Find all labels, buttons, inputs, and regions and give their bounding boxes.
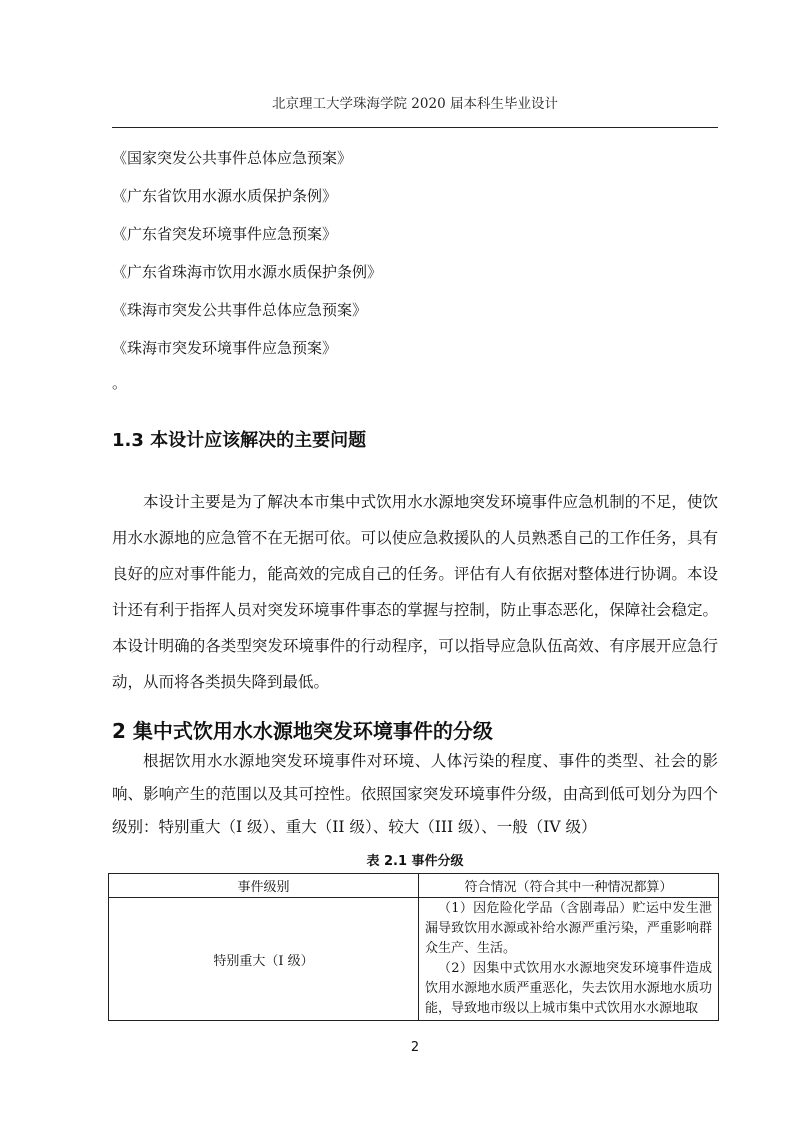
condition-item: （2）因集中式饮用水水源地突发环境事件造成饮用水源地水质严重恶化，失去饮用水源地水质功能，导致地市级以上城市集中式饮用水水源地取 xyxy=(425,961,712,1016)
event-level-table xyxy=(108,873,719,1021)
table-header-row xyxy=(109,874,719,898)
header-divider xyxy=(112,127,718,128)
section-1-3-paragraph: 本设计主要是为了解决本市集中式饮用水水源地突发环境事件应急机制的不足，使饮用水水源地的应急管不在无据可依。可以使应急救援队的人员熟悉自己的工作任务，具有良好的应对事件能力，能高效的完成自己的任务。评估有人有依据对整体进行协调。本设计还有利于指挥人员对突发环境事件事态的掌握与控制，防止事态恶化，保障社会稳定。本设计明确的各类型突发环境事件的行动程序，可以指导应急队伍高效、有序展开应急行动，从而将各类损失降到最低。 xyxy=(112,493,718,691)
reference-item: 《珠海市突发环境事件应急预案》 xyxy=(112,339,338,357)
table-caption: 表 2.1 事件分级 xyxy=(366,854,464,869)
column-header-level: 事件级别 xyxy=(109,874,419,898)
section-2-paragraph: 根据饮用水水源地突发环境事件对环境、人体污染的程度、事件的类型、社会的影响、影响产生的范围以及其可控性。依照国家突发环境事件分级，由高到低可划分为四个级别：特别重大（I 级）、重大（II 级）、较大（III 级）、一般（IV 级） xyxy=(112,752,718,836)
reference-item: 《国家突发公共事件总体应急预案》 xyxy=(112,149,353,167)
condition-item: （1）因危险化学品（含剧毒品）贮运中发生泄漏导致饮用水源或补给水源严重污染，严重影响群众生产、生活。 xyxy=(425,901,712,956)
reference-item: 《广东省突发环境事件应急预案》 xyxy=(112,225,338,243)
section-heading-2: 2 集中式饮用水水源地突发环境事件的分级 xyxy=(112,719,493,743)
section-heading-1-3: 1.3 本设计应该解决的主要问题 xyxy=(112,430,367,451)
table-row xyxy=(109,898,719,1021)
reference-item: 《广东省饮用水源水质保护条例》 xyxy=(112,187,338,205)
page-header: 北京理工大学珠海学院 2020 届本科生毕业设计 xyxy=(272,96,558,112)
event-level-cell: 特别重大（I 级） xyxy=(109,898,419,1021)
page-number: 2 xyxy=(410,1040,420,1055)
reference-item: 《珠海市突发公共事件总体应急预案》 xyxy=(112,301,368,319)
stray-punctuation: 。 xyxy=(112,374,128,392)
reference-item: 《广东省珠海市饮用水源水质保护条例》 xyxy=(112,263,383,281)
column-header-conditions: 符合情况（符合其中一种情况都算） xyxy=(419,874,719,898)
conditions-cell xyxy=(419,898,719,1021)
